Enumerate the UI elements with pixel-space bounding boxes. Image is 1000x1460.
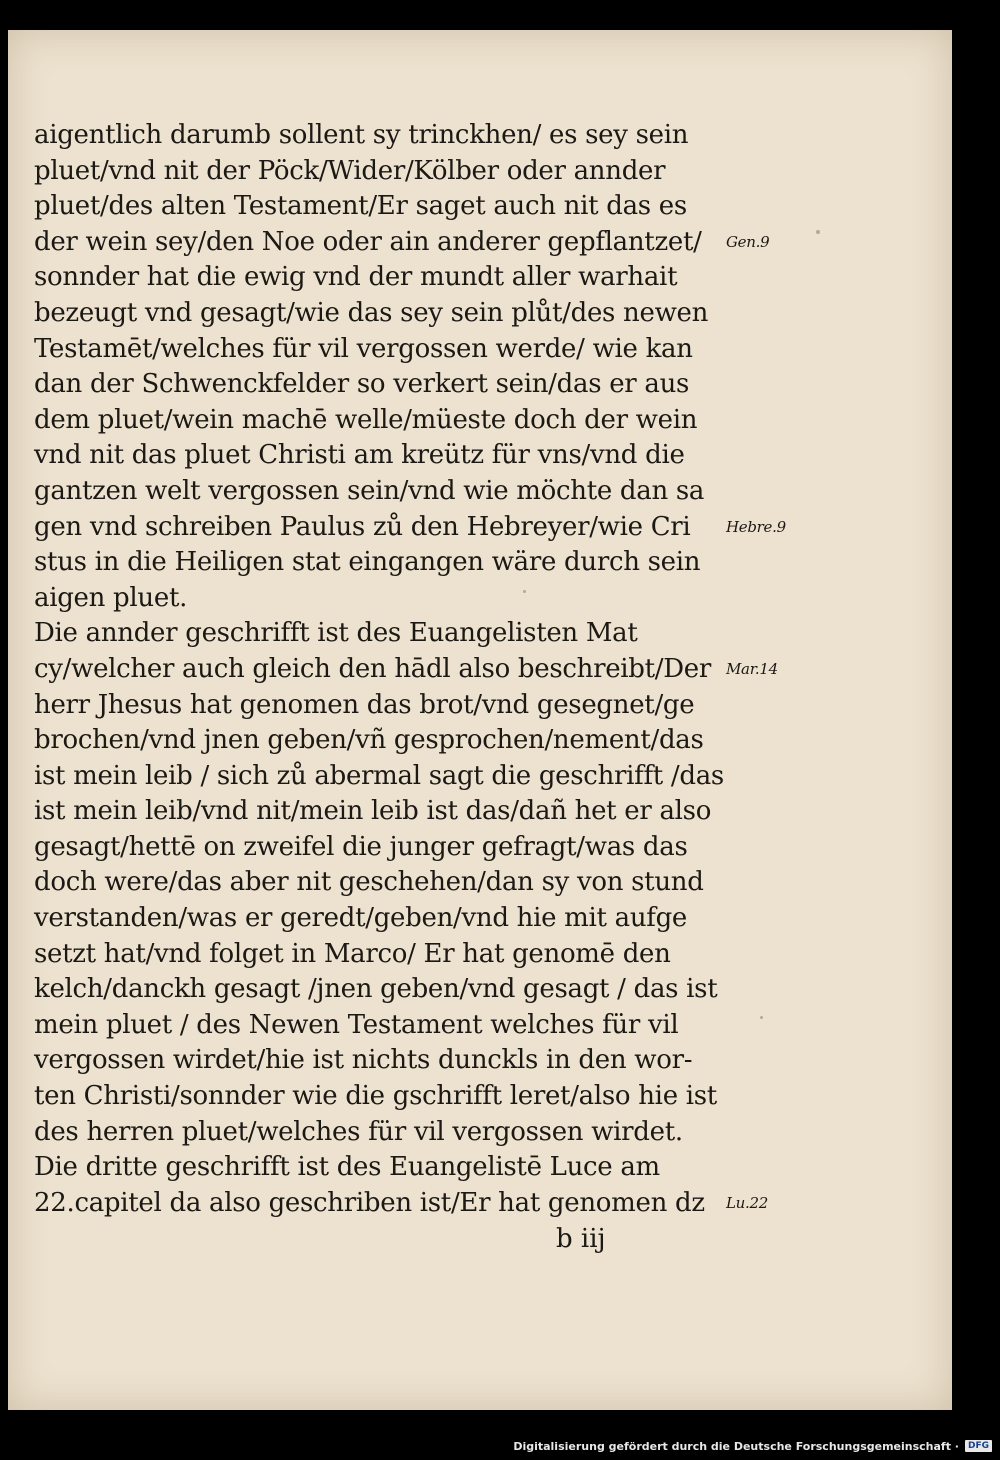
- line-text: gantzen welt vergossen sein/vnd wie möchte dan sa: [34, 475, 705, 506]
- line-text: gesagt/hettē on zweifel die junger gefragt/was das: [34, 831, 688, 862]
- line-text: sonnder hat die ewig vnd der mundt aller warhait: [34, 262, 678, 293]
- text-line: [34, 1115, 724, 1151]
- line-text: kelch/danckh gesagt /jnen geben/vnd gesagt / das ist: [34, 974, 718, 1005]
- line-text: verstanden/was er geredt/geben/vnd hie mit aufge: [34, 903, 688, 934]
- text-line: [34, 367, 724, 403]
- signature-mark: b iij: [556, 1224, 606, 1254]
- text-line: [34, 510, 786, 546]
- line-text: Die dritte geschrifft ist des Euangelistē Luce am: [34, 1152, 660, 1183]
- line-text: dem pluet/wein machē welle/müeste doch der wein: [34, 404, 698, 435]
- text-line: [34, 225, 770, 261]
- line-text: bezeugt vnd gesagt/wie das sey sein plůt/des newen: [34, 297, 709, 328]
- line-text: setzt hat/vnd folget in Marco/ Er hat genomē den: [34, 938, 671, 969]
- text-line: [34, 545, 724, 581]
- line-text: brochen/vnd jnen geben/vñ gesprochen/nement/das: [34, 725, 704, 756]
- margin-note: Hebre.9: [726, 517, 786, 536]
- text-line: [34, 154, 724, 190]
- line-text: gen vnd schreiben Paulus zů den Hebreyer/wie Cri: [34, 511, 691, 542]
- line-text: pluet/des alten Testament/Er saget auch nit das es: [34, 191, 687, 222]
- text-line: [34, 901, 724, 937]
- text-line: [34, 438, 724, 474]
- line-text: pluet/vnd nit der Pöck/Wider/Kölber oder annder: [34, 155, 666, 186]
- line-text: Testamēt/welches für vil vergossen werde/ wie kan: [34, 333, 693, 364]
- line-text: doch were/das aber nit geschehen/dan sy von stund: [34, 867, 704, 898]
- text-line: [34, 403, 724, 439]
- text-body: [34, 118, 786, 1221]
- text-line: [34, 937, 724, 973]
- text-line: [34, 794, 724, 830]
- dfg-logo: DFG: [965, 1440, 992, 1452]
- margin-note: Mar.14: [726, 659, 778, 678]
- line-text: vergossen wirdet/hie ist nichts dunckls in den wor-: [34, 1045, 693, 1076]
- line-text: aigen pluet.: [34, 582, 188, 613]
- text-line: [34, 616, 724, 652]
- text-line: [34, 688, 724, 724]
- text-line: [34, 118, 724, 154]
- line-text: dan der Schwenckfelder so verkert sein/das er aus: [34, 369, 690, 400]
- text-line: [34, 332, 724, 368]
- text-line: [34, 296, 724, 332]
- funding-notice: Digitalisierung gefördert durch die Deutsche Forschungsgemeinschaft ·: [513, 1439, 959, 1453]
- book-page: [8, 30, 952, 1410]
- line-text: Die annder geschrifft ist des Euangelisten Mat: [34, 618, 638, 649]
- text-line: [34, 652, 778, 688]
- text-line: [34, 972, 724, 1008]
- line-text: des herren pluet/welches für vil vergossen wirdet.: [34, 1116, 683, 1147]
- footer: [513, 1438, 992, 1454]
- line-text: herr Jhesus hat genomen das brot/vnd gesegnet/ge: [34, 689, 695, 720]
- text-line: [34, 1186, 768, 1222]
- line-text: cy/welcher auch gleich den hādl also beschreibt/Der: [34, 653, 712, 684]
- text-line: [34, 1079, 724, 1115]
- text-line: [34, 474, 724, 510]
- margin-note: Gen.9: [726, 232, 770, 251]
- paper-spot: [816, 230, 820, 234]
- text-line: [34, 759, 724, 795]
- line-text: 22.capitel da also geschriben ist/Er hat genomen dz: [34, 1187, 705, 1218]
- text-line: [34, 1008, 724, 1044]
- text-line: [34, 260, 724, 296]
- line-text: ten Christi/sonnder wie die gschrifft leret/also hie ist: [34, 1081, 717, 1112]
- line-text: der wein sey/den Noe oder ain anderer gepflantzet/: [34, 226, 702, 257]
- text-line: [34, 1043, 724, 1079]
- text-line: [34, 189, 724, 225]
- line-text: stus in die Heiligen stat eingangen wäre durch sein: [34, 547, 701, 578]
- line-text: aigentlich darumb sollent sy trinckhen/ es sey sein: [34, 120, 689, 150]
- text-line: [34, 865, 724, 901]
- paper-spot: [760, 1016, 763, 1019]
- line-text: mein pluet / des Newen Testament welches für vil: [34, 1009, 679, 1040]
- text-line: [34, 581, 724, 617]
- text-line: [34, 1150, 724, 1186]
- line-text: ist mein leib/vnd nit/mein leib ist das/dañ het er also: [34, 796, 712, 827]
- text-line: [34, 830, 724, 866]
- text-line: [34, 723, 724, 759]
- margin-note: Lu.22: [726, 1193, 768, 1212]
- line-text: vnd nit das pluet Christi am kreütz für vns/vnd die: [34, 440, 685, 471]
- line-text: ist mein leib / sich zů abermal sagt die geschrifft /das: [34, 760, 724, 791]
